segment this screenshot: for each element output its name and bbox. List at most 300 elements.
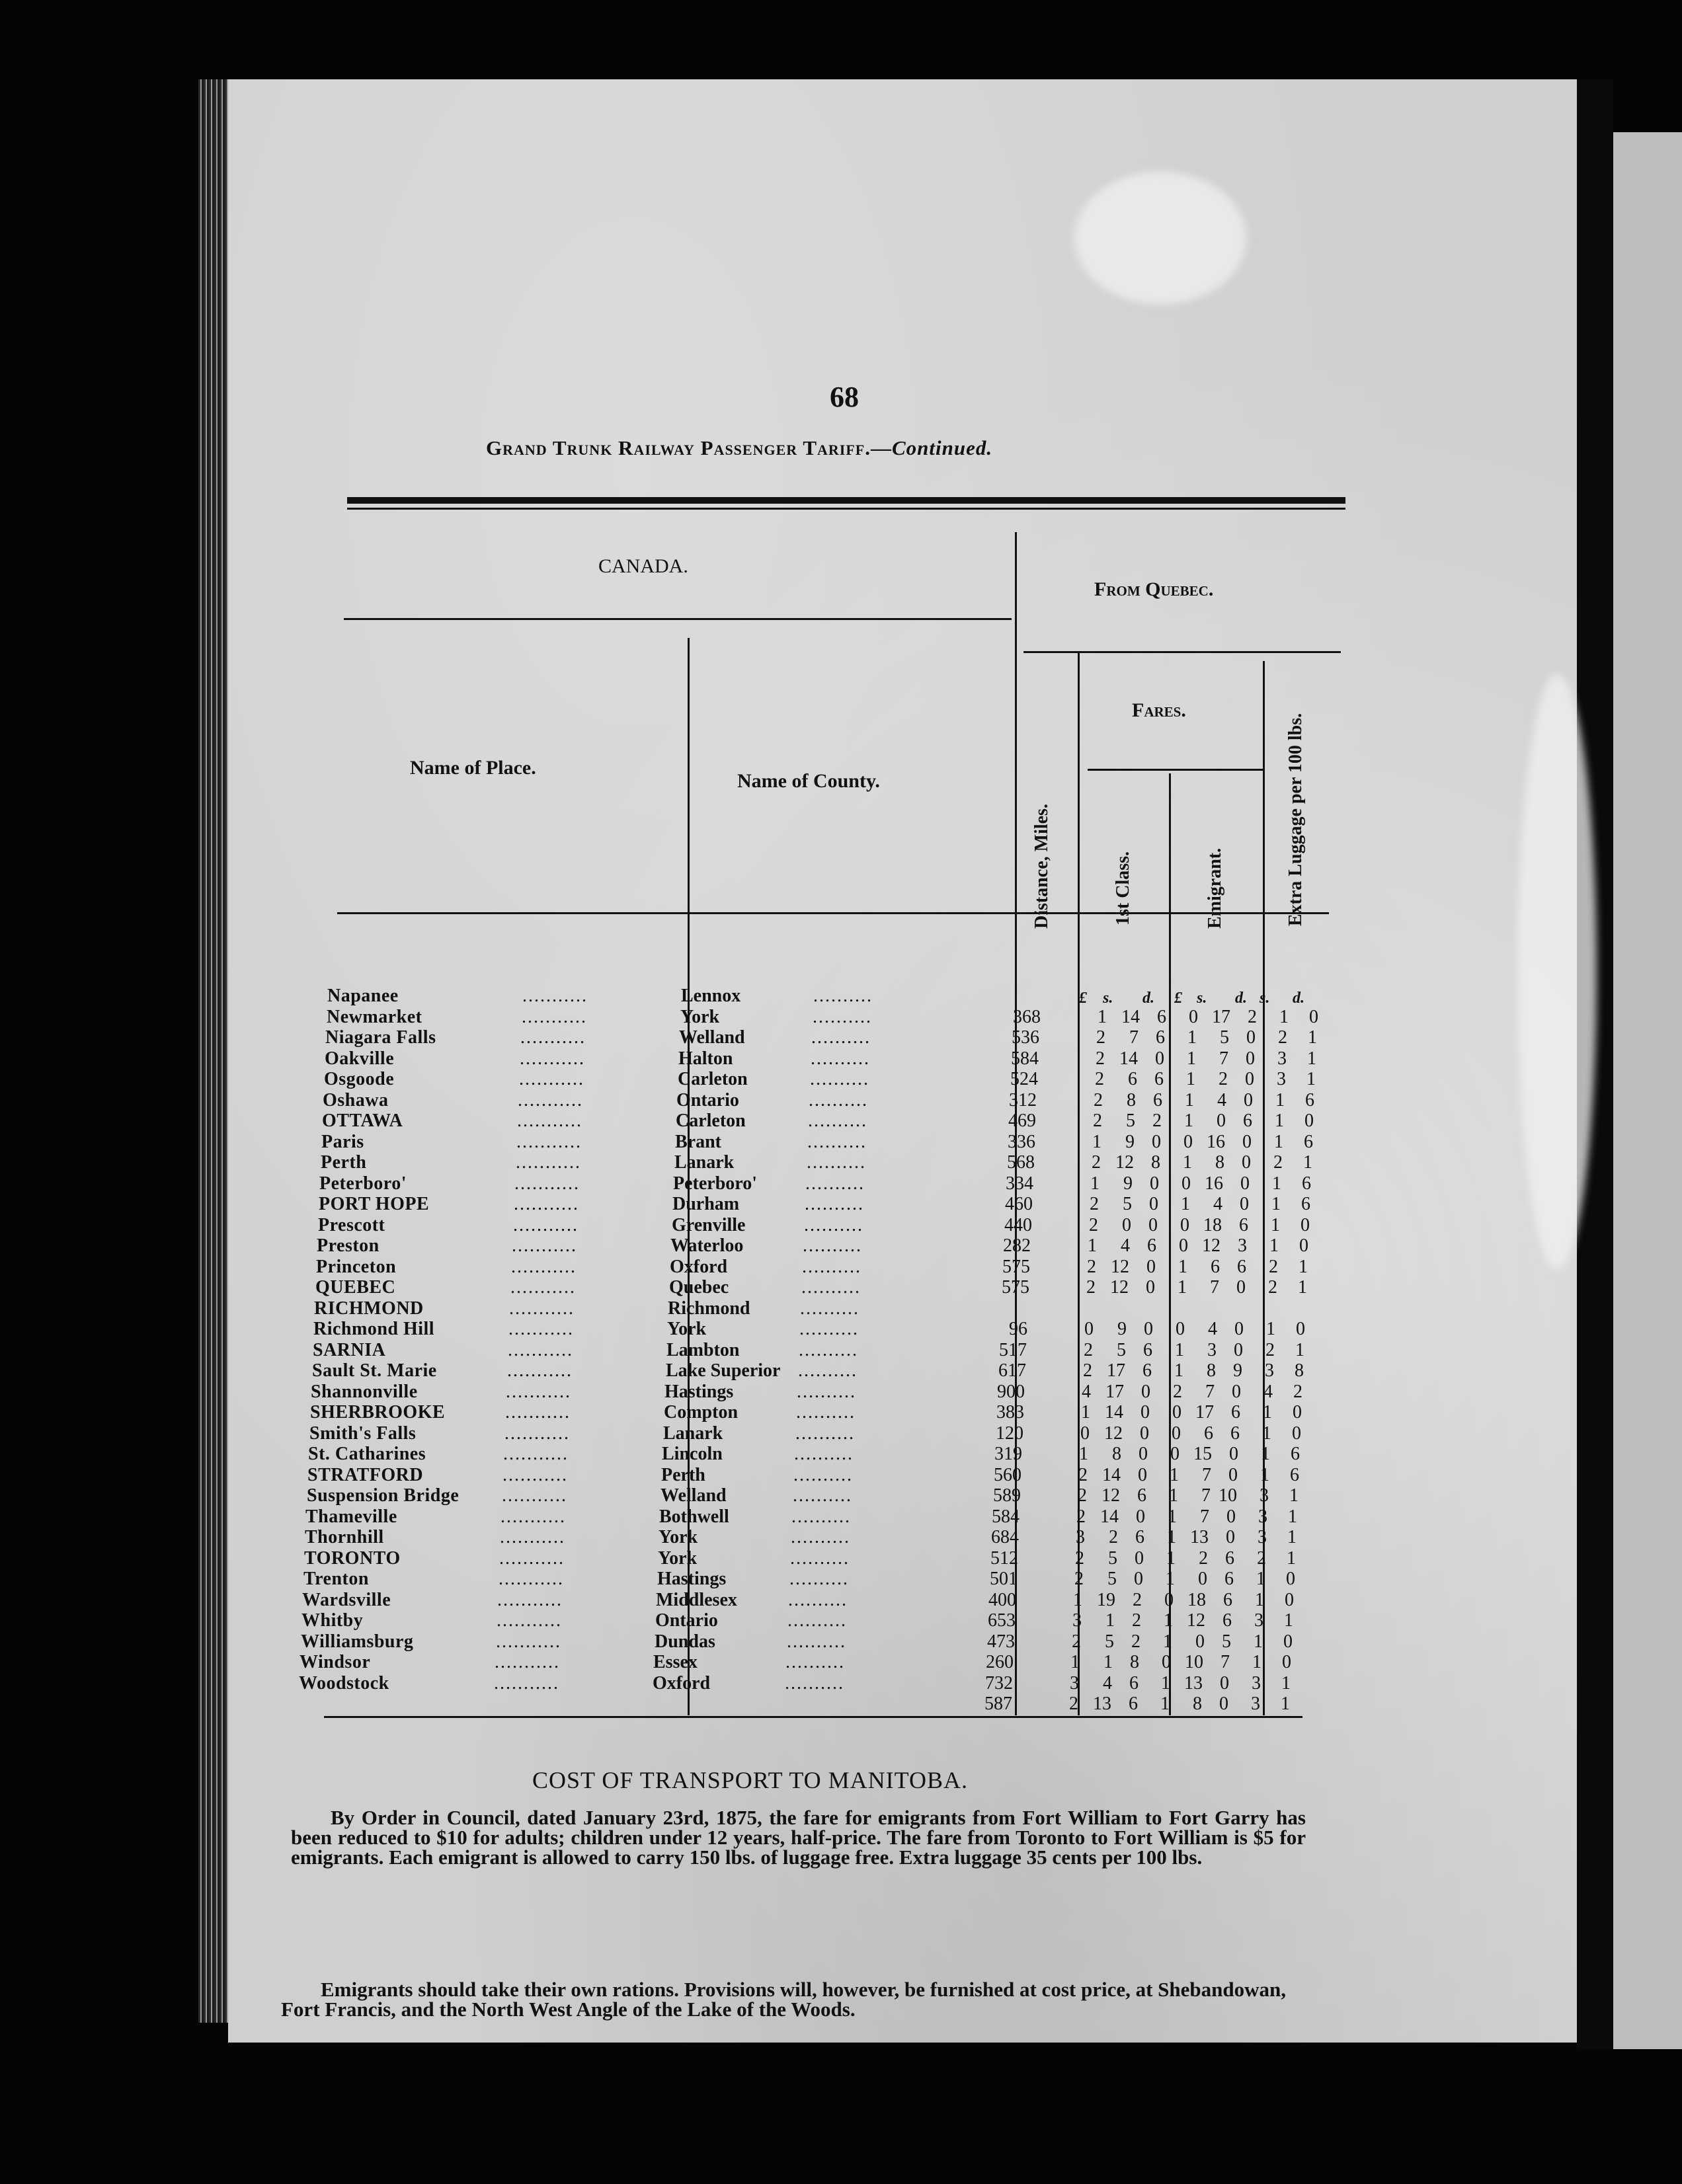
place-name: SARNIA	[313, 1339, 386, 1360]
place-name: Whitby	[301, 1610, 364, 1631]
fc-pence: 6	[1153, 1089, 1162, 1111]
fc-pence: 8	[1151, 1152, 1160, 1173]
county-name: Oxford	[653, 1672, 711, 1694]
lug-pence: 1	[1306, 1069, 1316, 1089]
em-pence: 6	[1237, 1256, 1246, 1277]
unit-fc-shillings: s.	[1103, 990, 1113, 1007]
table-row	[0, 1070, 1345, 1091]
lug-shillings: 1	[1275, 1111, 1284, 1131]
leader-dots: ..........	[813, 986, 873, 1006]
em-shillings: 8	[1207, 1360, 1216, 1381]
em-shillings: 5	[1220, 1027, 1229, 1048]
fc-shillings: 2	[1109, 1527, 1118, 1547]
distance-miles: 589	[993, 1485, 1021, 1506]
lug-pence: 0	[1286, 1569, 1295, 1589]
em-pounds: 1	[1169, 1485, 1178, 1506]
em-pounds: 1	[1183, 1152, 1192, 1173]
fc-pence: 0	[1136, 1506, 1145, 1527]
table-row	[0, 986, 1349, 1007]
leader-dots: ..........	[811, 1048, 870, 1069]
leader-dots: ..........	[785, 1672, 844, 1694]
lug-shillings: 2	[1257, 1547, 1266, 1569]
em-pounds: 2	[1173, 1381, 1182, 1402]
fc-pounds: 2	[1096, 1048, 1105, 1069]
place-name: Trenton	[303, 1569, 369, 1589]
top-double-rule	[347, 497, 1345, 504]
lug-shillings: 1	[1269, 1235, 1279, 1256]
lug-pence: 0	[1309, 1006, 1318, 1027]
county-name: Hastings	[664, 1381, 734, 1402]
fc-pounds: 2	[1084, 1339, 1093, 1360]
em-shillings: 18	[1187, 1589, 1206, 1610]
em-pence: 0	[1234, 1319, 1244, 1339]
lug-shillings: 1	[1260, 1464, 1269, 1485]
unit-em-shillings: s.	[1197, 990, 1207, 1007]
table-row	[0, 1257, 1338, 1278]
lug-pence: 0	[1293, 1402, 1302, 1423]
place-name: OTTAWA	[322, 1111, 403, 1131]
fc-pence: 0	[1139, 1444, 1148, 1464]
unit-lug-pence: d.	[1293, 990, 1304, 1007]
leader-dots: ..........	[797, 1381, 856, 1402]
em-pounds: 1	[1170, 1464, 1179, 1485]
distance-header: Distance, Miles.	[1031, 804, 1052, 929]
leader-dots: ...........	[499, 1547, 565, 1569]
lug-pence: 6	[1301, 1194, 1310, 1214]
leader-dots: ...........	[522, 1006, 587, 1027]
leader-dots: ..........	[794, 1444, 854, 1464]
fc-shillings: 14	[1119, 1048, 1138, 1069]
lug-shillings: 2	[1268, 1277, 1277, 1298]
fc-shillings: 4	[1103, 1672, 1112, 1694]
em-pounds: 0	[1189, 1006, 1198, 1027]
leader-dots: ...........	[506, 1381, 571, 1402]
lug-shillings: 1	[1266, 1319, 1275, 1339]
leader-dots: ...........	[496, 1631, 561, 1652]
fc-shillings: 17	[1107, 1360, 1125, 1381]
county-name: Lake Superior	[666, 1360, 781, 1381]
table-row	[0, 1486, 1328, 1507]
table-row	[0, 1403, 1332, 1424]
county-name: Compton	[664, 1402, 739, 1423]
lug-shillings: 1	[1271, 1214, 1280, 1235]
leader-dots: ..........	[785, 1652, 845, 1672]
lug-shillings: 1	[1274, 1131, 1283, 1152]
em-pounds: 0	[1179, 1235, 1188, 1256]
leader-dots: ...........	[499, 1569, 564, 1589]
lug-pence: 1	[1287, 1547, 1296, 1569]
leader-dots: ...........	[516, 1152, 581, 1173]
fc-pence: 0	[1155, 1048, 1164, 1069]
em-pence: 0	[1244, 1089, 1253, 1111]
table-row	[0, 1007, 1348, 1029]
leader-dots: ...........	[503, 1444, 569, 1464]
em-shillings: 0	[1198, 1569, 1207, 1589]
em-shillings: 17	[1212, 1006, 1230, 1027]
place-name: Suspension Bridge	[307, 1485, 460, 1506]
em-shillings: 4	[1208, 1319, 1217, 1339]
leader-dots: ...........	[497, 1589, 563, 1610]
fc-pounds: 1	[1098, 1006, 1107, 1027]
em-pounds: 1	[1178, 1277, 1187, 1298]
fc-pounds: 3	[1072, 1610, 1082, 1631]
fc-shillings: 4	[1121, 1235, 1130, 1256]
county-name: York	[680, 1006, 720, 1027]
leader-dots: ...........	[502, 1464, 568, 1485]
paragraph-2: Emigrants should take their own rations. Provisions will, however, be furnished at cost price, at Shebandowan, Fort Francis, and the North West Angle of the Lake of the Woods.	[281, 1978, 1286, 2021]
table-row	[0, 1236, 1338, 1257]
fc-pence: 0	[1152, 1131, 1161, 1152]
leader-dots: ..........	[808, 1111, 867, 1131]
fc-pence: 0	[1141, 1381, 1150, 1402]
fc-pence: 6	[1135, 1527, 1144, 1547]
table-row	[0, 1674, 1320, 1695]
distance-miles: 575	[1002, 1256, 1030, 1277]
lug-shillings: 1	[1255, 1589, 1264, 1610]
em-pounds: 1	[1186, 1069, 1195, 1089]
county-name: Carleton	[678, 1069, 748, 1089]
em-pounds: 0	[1164, 1589, 1174, 1610]
lug-shillings: 3	[1251, 1694, 1260, 1714]
fc-pounds: 2	[1069, 1694, 1078, 1714]
fc-pence: 6	[1129, 1694, 1138, 1714]
county-name: York	[667, 1319, 707, 1339]
table-row	[0, 1632, 1322, 1653]
lug-shillings: 2	[1265, 1339, 1275, 1360]
county-name: York	[659, 1527, 698, 1547]
distance-miles: 524	[1010, 1069, 1038, 1089]
leader-dots: ...........	[517, 1111, 582, 1131]
em-pence: 0	[1226, 1506, 1236, 1527]
leader-dots: ..........	[800, 1298, 860, 1319]
distance-miles: 900	[997, 1381, 1025, 1402]
em-shillings: 0	[1217, 1111, 1226, 1131]
fc-pounds: 2	[1090, 1194, 1099, 1214]
place-name: Paris	[321, 1131, 364, 1152]
distance-miles: 575	[1002, 1277, 1029, 1298]
leader-dots: ...........	[508, 1319, 574, 1339]
em-shillings: 10	[1185, 1652, 1203, 1672]
em-pounds: 1	[1174, 1360, 1183, 1381]
em-pounds: 0	[1183, 1131, 1193, 1152]
fc-shillings: 5	[1107, 1569, 1117, 1589]
em-pounds: 0	[1170, 1444, 1180, 1464]
distance-miles: 334	[1006, 1173, 1033, 1194]
place-name: Richmond Hill	[313, 1319, 435, 1339]
table-row	[0, 1049, 1346, 1070]
paper-stain	[1074, 172, 1246, 304]
table-row	[0, 1341, 1334, 1362]
fc-pounds: 1	[1088, 1235, 1097, 1256]
fc-shillings: 6	[1128, 1069, 1137, 1089]
fc-pence: 2	[1132, 1610, 1141, 1631]
lug-shillings: 3	[1265, 1360, 1274, 1381]
fc-pounds: 1	[1073, 1589, 1082, 1610]
paper-stain	[1517, 674, 1597, 1269]
fc-pence: 6	[1129, 1672, 1139, 1694]
county-name: Welland	[661, 1485, 727, 1506]
place-name: Shannonville	[311, 1381, 418, 1402]
distance-miles: 319	[994, 1444, 1022, 1464]
fc-shillings: 8	[1127, 1089, 1136, 1111]
place-name: PORT HOPE	[319, 1194, 430, 1214]
fares-rule	[1088, 769, 1263, 771]
table-row	[0, 1465, 1329, 1487]
title-suffix: Continued.	[891, 436, 993, 459]
em-pence: 0	[1240, 1173, 1250, 1194]
unit-em-pounds: £	[1174, 990, 1182, 1007]
fc-shillings: 12	[1111, 1256, 1129, 1277]
em-pence: 0	[1236, 1277, 1246, 1298]
table-row	[0, 1153, 1342, 1174]
place-name: Wardsville	[302, 1589, 391, 1610]
fc-shillings: 12	[1115, 1152, 1134, 1173]
lug-shillings: 3	[1254, 1610, 1263, 1631]
county-name: Peterboro'	[673, 1173, 757, 1194]
leader-dots: ..........	[799, 1339, 858, 1360]
em-shillings: 6	[1211, 1256, 1220, 1277]
lug-pence: 0	[1282, 1652, 1291, 1672]
county-name: Bothwell	[659, 1506, 729, 1527]
em-shillings: 2	[1199, 1547, 1208, 1569]
lug-pence: 6	[1305, 1089, 1314, 1111]
distance-miles: 460	[1005, 1194, 1033, 1214]
lug-pence: 6	[1304, 1131, 1313, 1152]
fc-pounds: 2	[1072, 1631, 1081, 1652]
leader-dots: ..........	[798, 1360, 858, 1381]
county-name: Welland	[679, 1027, 745, 1048]
fc-pence: 0	[1134, 1569, 1143, 1589]
em-pence: 5	[1222, 1631, 1231, 1652]
place-name: Osgoode	[324, 1069, 395, 1089]
em-pence: 0	[1228, 1464, 1238, 1485]
fc-pence: 0	[1144, 1319, 1153, 1339]
lug-pence: 1	[1281, 1694, 1290, 1714]
lug-pence: 0	[1304, 1111, 1314, 1131]
place-name: Smith's Falls	[309, 1423, 417, 1444]
leader-dots: ..........	[813, 1006, 872, 1027]
place-name: Williamsburg	[301, 1631, 414, 1652]
fc-pounds: 0	[1080, 1423, 1090, 1444]
distance-miles: 684	[991, 1527, 1019, 1547]
em-pounds: 1	[1185, 1089, 1194, 1111]
fc-pounds: 0	[1084, 1319, 1094, 1339]
table-row	[0, 1549, 1326, 1570]
table-row	[0, 1278, 1337, 1299]
fc-pence: 6	[1157, 1006, 1166, 1027]
em-shillings: 3	[1207, 1339, 1217, 1360]
em-pence: 7	[1221, 1652, 1230, 1672]
fc-pounds: 3	[1070, 1672, 1079, 1694]
leader-dots: ..........	[795, 1423, 855, 1444]
em-shillings: 8	[1193, 1694, 1202, 1714]
table-bottom-rule	[324, 1716, 1302, 1718]
em-pounds: 0	[1172, 1423, 1181, 1444]
em-pence: 0	[1229, 1444, 1238, 1464]
place-header: Name of Place.	[410, 757, 536, 779]
leader-dots: ...........	[512, 1235, 577, 1256]
fc-shillings: 13	[1093, 1694, 1111, 1714]
lug-shillings: 1	[1279, 1006, 1289, 1027]
leader-dots: ...........	[518, 1089, 583, 1111]
em-pence: 0	[1246, 1048, 1255, 1069]
table-row	[0, 1569, 1325, 1590]
place-name: QUEBEC	[315, 1277, 396, 1298]
leader-dots: ...........	[510, 1277, 576, 1298]
distance-miles: 260	[986, 1652, 1014, 1672]
leader-dots: ..........	[791, 1506, 851, 1527]
em-shillings: 0	[1195, 1631, 1205, 1652]
em-pounds: 1	[1178, 1256, 1187, 1277]
distance-miles: 536	[1012, 1027, 1039, 1048]
lug-pence: 6	[1302, 1173, 1311, 1194]
fc-shillings: 7	[1129, 1027, 1139, 1048]
fc-shillings: 9	[1125, 1131, 1135, 1152]
lug-shillings: 1	[1256, 1569, 1265, 1589]
em-shillings: 13	[1190, 1527, 1209, 1547]
table-row	[0, 1111, 1343, 1132]
place-name: Preston	[317, 1235, 380, 1256]
em-shillings: 7	[1210, 1277, 1219, 1298]
em-shillings: 7	[1201, 1485, 1211, 1506]
leader-dots: ...........	[507, 1360, 573, 1381]
em-shillings: 2	[1219, 1069, 1228, 1089]
lug-shillings: 3	[1252, 1672, 1261, 1694]
fc-pounds: 2	[1096, 1027, 1105, 1048]
leader-dots: ...........	[511, 1256, 577, 1277]
place-name: Prescott	[318, 1214, 385, 1235]
em-shillings: 7	[1200, 1506, 1209, 1527]
fc-pence: 2	[1133, 1589, 1142, 1610]
fc-pence: 0	[1149, 1194, 1158, 1214]
leader-dots: ..........	[805, 1194, 864, 1214]
county-name: York	[658, 1547, 698, 1569]
title-main: Grand Trunk Railway Passenger Tariff.	[486, 436, 871, 459]
lug-shillings: 1	[1272, 1173, 1281, 1194]
distance-miles: 440	[1004, 1214, 1032, 1235]
lug-shillings: 1	[1275, 1089, 1285, 1111]
county-name: Ontario	[655, 1610, 718, 1631]
fc-pence: 8	[1130, 1652, 1139, 1672]
county-name: Lennox	[681, 986, 741, 1006]
lug-shillings: 3	[1277, 1069, 1286, 1089]
county-name: Middlesex	[656, 1589, 737, 1610]
table-row	[0, 1091, 1344, 1112]
fc-shillings: 14	[1121, 1006, 1140, 1027]
em-shillings: 16	[1207, 1131, 1225, 1152]
leader-dots: ...........	[516, 1131, 582, 1152]
fc-pounds: 2	[1094, 1089, 1103, 1111]
table-row	[0, 1216, 1340, 1237]
fc-shillings: 5	[1105, 1631, 1114, 1652]
leader-dots: ...........	[520, 1048, 585, 1069]
leader-dots: ..........	[804, 1214, 863, 1235]
distance-miles: 617	[998, 1360, 1026, 1381]
em-shillings: 8	[1215, 1152, 1224, 1173]
table-row	[0, 1361, 1334, 1382]
county-name: Oxford	[670, 1256, 728, 1277]
em-pounds: 1	[1166, 1547, 1176, 1569]
leader-dots: ...........	[509, 1298, 575, 1319]
lug-pence: 0	[1299, 1235, 1308, 1256]
distance-miles: 501	[990, 1569, 1018, 1589]
distance-miles: 653	[988, 1610, 1016, 1631]
fc-shillings: 5	[1117, 1339, 1126, 1360]
em-pence: 0	[1232, 1381, 1241, 1402]
em-pence: 2	[1248, 1006, 1257, 1027]
em-shillings: 12	[1202, 1235, 1221, 1256]
lug-pence: 0	[1292, 1423, 1301, 1444]
fc-shillings: 14	[1100, 1506, 1119, 1527]
em-pounds: 1	[1166, 1569, 1175, 1589]
county-name: Brant	[675, 1131, 721, 1152]
unit-em-pence: d.	[1235, 990, 1247, 1007]
lug-pence: 1	[1298, 1277, 1307, 1298]
county-name: Richmond	[668, 1298, 750, 1319]
fc-pence: 0	[1150, 1173, 1159, 1194]
fc-pounds: 1	[1090, 1173, 1100, 1194]
em-shillings: 12	[1187, 1610, 1205, 1631]
lug-pence: 2	[1293, 1381, 1302, 1402]
leader-dots: ..........	[793, 1464, 853, 1485]
place-name: St. Catharines	[308, 1444, 426, 1464]
fc-pounds: 1	[1070, 1652, 1080, 1672]
leader-dots: ...........	[502, 1485, 567, 1506]
lug-pence: 1	[1284, 1610, 1293, 1631]
fc-pounds: 2	[1083, 1360, 1092, 1381]
lug-pence: 6	[1291, 1444, 1300, 1464]
fc-pounds: 3	[1076, 1527, 1085, 1547]
fc-pounds: 4	[1082, 1381, 1091, 1402]
fc-pounds: 2	[1089, 1214, 1098, 1235]
em-shillings: 6	[1204, 1423, 1213, 1444]
em-pounds: 1	[1161, 1672, 1170, 1694]
fc-shillings: 5	[1126, 1111, 1135, 1131]
em-shillings: 4	[1217, 1089, 1226, 1111]
table-row	[0, 1299, 1336, 1320]
lug-pence: 8	[1295, 1360, 1304, 1381]
lug-shillings: 3	[1258, 1506, 1267, 1527]
county-name: Perth	[661, 1464, 705, 1485]
em-pence: 9	[1233, 1360, 1242, 1381]
leader-dots: ..........	[803, 1235, 862, 1256]
fc-pounds: 2	[1076, 1506, 1086, 1527]
fc-shillings: 0	[1122, 1214, 1131, 1235]
em-pence: 6	[1223, 1589, 1232, 1610]
distance-miles: 368	[1013, 1006, 1041, 1027]
paragraph-1: By Order in Council, dated January 23rd, 1875, the fare for emigrants from Fort William to Fort Garry has been reduced to $10 for adults; children under 12 years, half-price. The fare from Toronto to Fort William is $5 for emigrants. Each emigrant is allowed to carry 150 lbs. of luggage free. Extra luggage 35 cents per 100 lbs.	[291, 1806, 1306, 1869]
fc-pence: 0	[1140, 1423, 1149, 1444]
lug-shillings: 4	[1263, 1381, 1273, 1402]
em-pounds: 0	[1180, 1214, 1189, 1235]
fc-shillings: 12	[1101, 1485, 1120, 1506]
em-pence: 6	[1230, 1423, 1240, 1444]
fc-pence: 6	[1143, 1339, 1152, 1360]
fc-shillings: 9	[1123, 1173, 1133, 1194]
leader-dots: ..........	[809, 1089, 868, 1111]
distance-miles: 400	[988, 1589, 1016, 1610]
em-pounds: 0	[1176, 1319, 1185, 1339]
luggage-header: Extra Luggage per 100 lbs.	[1285, 713, 1306, 927]
leader-dots: ...........	[520, 1027, 586, 1048]
county-name: Waterloo	[670, 1235, 744, 1256]
county-name: Hastings	[657, 1569, 727, 1589]
leader-dots: ..........	[801, 1277, 861, 1298]
em-pounds: 1	[1184, 1111, 1193, 1131]
place-name: Thornhill	[305, 1527, 384, 1547]
lug-pence: 0	[1301, 1214, 1310, 1235]
distance-miles: 282	[1003, 1235, 1031, 1256]
